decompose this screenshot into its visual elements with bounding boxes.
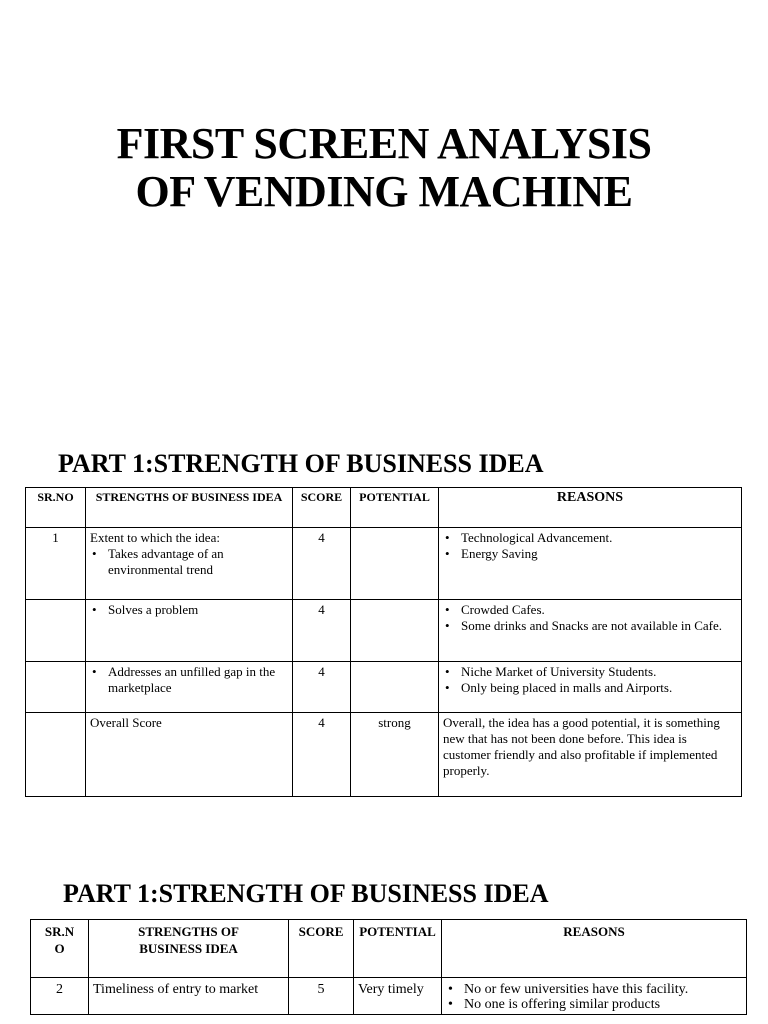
header-srno [31, 920, 89, 978]
row-strength [86, 600, 293, 662]
reasons-list [443, 530, 737, 562]
strength-analysis-table-1 [25, 487, 742, 797]
row-strength [86, 528, 293, 600]
section-1-heading: PART 1:STRENGTH OF BUSINESS IDEA [58, 449, 544, 478]
header-strengths: STRENGTHS OF BUSINESS IDEA [86, 488, 293, 528]
row-strength: Timeliness of entry to market [89, 978, 289, 1015]
reasons-list [443, 664, 737, 696]
row-reason-text: Overall, the idea has a good potential, it is something new that has not been done before. This idea is customer friendly and also profitable if implemented properly. [439, 713, 742, 797]
list-item: • No one is offering similar products [446, 997, 742, 1012]
header-reasons: REASONS [442, 920, 747, 978]
header-srno-line-2: O [54, 941, 65, 956]
header-score: SCORE [293, 488, 351, 528]
table-row-overall [26, 713, 742, 797]
table-row [26, 528, 742, 600]
strength-analysis-table-2 [30, 919, 747, 1015]
row-reasons [439, 662, 742, 713]
list-item: • Only being placed in malls and Airports. [443, 680, 737, 696]
document-title [0, 120, 768, 216]
section-2-heading: PART 1:STRENGTH OF BUSINESS IDEA [63, 879, 549, 908]
document-title-line-2: OF VENDING MACHINE [135, 167, 633, 216]
row-score: 4 [293, 528, 351, 600]
row-score: 4 [293, 713, 351, 797]
header-srno: SR.NO [26, 488, 86, 528]
row-potential [351, 662, 439, 713]
table-row [26, 662, 742, 713]
row-reasons [442, 978, 747, 1015]
list-item: • Solves a problem [90, 602, 288, 618]
table-row [31, 978, 747, 1015]
reasons-list [446, 982, 742, 1012]
list-item: • No or few universities have this facility. [446, 982, 742, 997]
list-item: • Addresses an unfilled gap in the marketplace [90, 664, 288, 696]
row-srno [26, 600, 86, 662]
strength-list [90, 602, 288, 618]
row-potential [351, 600, 439, 662]
list-item: • Crowded Cafes. [443, 602, 737, 618]
row-srno [26, 662, 86, 713]
strength-list [90, 546, 288, 578]
table-header-row [31, 920, 747, 978]
header-reasons: REASONS [439, 488, 742, 528]
header-potential: POTENTIAL [354, 920, 442, 978]
row-srno: 2 [31, 978, 89, 1015]
table-header-row [26, 488, 742, 528]
table-row [26, 600, 742, 662]
strength-list [90, 664, 288, 696]
list-item: • Takes advantage of an environmental trend [90, 546, 288, 578]
row-strength: Overall Score [86, 713, 293, 797]
header-strengths [89, 920, 289, 978]
row-score: 4 [293, 662, 351, 713]
row-srno [26, 713, 86, 797]
row-potential [351, 528, 439, 600]
list-item: • Niche Market of University Students. [443, 664, 737, 680]
row-reasons [439, 528, 742, 600]
reasons-list [443, 602, 737, 634]
row-srno: 1 [26, 528, 86, 600]
list-item: • Energy Saving [443, 546, 737, 562]
row-potential: Very timely [354, 978, 442, 1015]
row-strength [86, 662, 293, 713]
strength-intro: Extent to which the idea: [90, 530, 220, 545]
row-reasons [439, 600, 742, 662]
list-item: • Technological Advancement. [443, 530, 737, 546]
header-potential: POTENTIAL [351, 488, 439, 528]
document-title-line-1: FIRST SCREEN ANALYSIS [116, 119, 652, 168]
row-score: 4 [293, 600, 351, 662]
list-item: • Some drinks and Snacks are not available in Cafe. [443, 618, 737, 634]
row-score: 5 [289, 978, 354, 1015]
header-srno-line-1: SR.N [44, 924, 75, 939]
header-strengths-line-2: BUSINESS IDEA [139, 941, 238, 956]
row-potential: strong [351, 713, 439, 797]
header-strengths-line-1: STRENGTHS OF [138, 924, 239, 939]
header-score: SCORE [289, 920, 354, 978]
